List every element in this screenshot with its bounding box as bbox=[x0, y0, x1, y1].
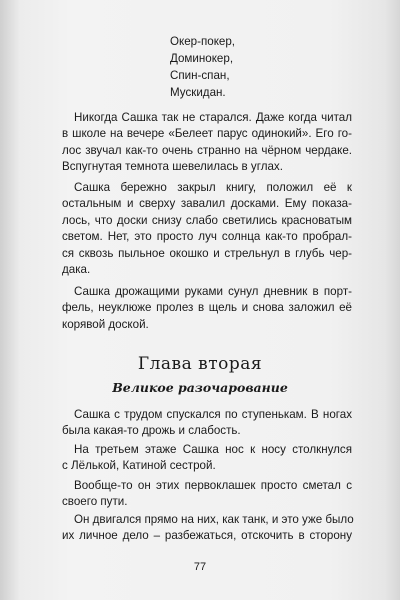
poem-line: Доминокер, bbox=[170, 52, 234, 65]
paragraph bbox=[62, 110, 352, 176]
text-line: в школе на вечере «Белеет парус одинокий». Его го- bbox=[62, 127, 352, 141]
paragraph bbox=[62, 442, 352, 475]
text-line: корявой доской. bbox=[62, 317, 149, 331]
chapter-subtitle: Великое разочарование bbox=[112, 380, 288, 395]
paragraph bbox=[62, 407, 352, 440]
text-line: своего пути. bbox=[62, 495, 128, 509]
poem-line: Спин-спан, bbox=[170, 69, 230, 82]
text-line: была какая-то дрожь и слабость. bbox=[62, 424, 241, 438]
page-number: 77 bbox=[193, 561, 207, 573]
text-line: Сашка дрожащими руками сунул дневник в порт- bbox=[74, 285, 352, 298]
text-line: Сашка бережно закрыл книгу, положил её к bbox=[74, 181, 352, 194]
poem-line: Окер-покер, bbox=[170, 35, 236, 48]
text-line: дака. bbox=[62, 263, 91, 277]
chapter-title: Глава вторая bbox=[137, 354, 263, 374]
paragraph bbox=[62, 478, 352, 511]
text-line: лось, что доски снизу слабо светились красноватым bbox=[62, 213, 352, 227]
text-line: их личное дело – разбежаться, отскочить в сторону bbox=[62, 529, 352, 543]
text-line: Он двигался прямо на них, как танк, и это уже было bbox=[74, 513, 354, 526]
text-line: Никогда Сашка так не старался. Даже когда читал bbox=[74, 111, 352, 124]
text-line: Вообще-то он этих первоклашек просто сметал с bbox=[74, 479, 352, 492]
text-line: с Лёлькой, Катиной сестрой. bbox=[62, 459, 216, 473]
paragraph bbox=[62, 180, 352, 278]
text-line: остальным и сверху завалил досками. Ему показа- bbox=[62, 197, 352, 211]
text-line: Сашка с трудом спускался по ступенькам. В ногах bbox=[74, 408, 352, 421]
text-line: На третьем этаже Сашка нос к носу столкнулся bbox=[74, 443, 352, 456]
paragraph bbox=[62, 284, 352, 333]
poem-line: Мускидан. bbox=[170, 86, 226, 99]
paragraph bbox=[62, 512, 352, 545]
text-line: Вспугнутая темнота шевелилась в углах. bbox=[62, 160, 283, 174]
text-line: фель, неуклюже пролез в щель и снова заложил её bbox=[62, 301, 352, 315]
poem bbox=[170, 33, 235, 101]
text-line: лос звучал как-то очень странно на чёрном чердаке. bbox=[62, 143, 352, 157]
text-line: светом. Нет, это просто луч солнца как-то пробрал- bbox=[62, 230, 352, 244]
text-line: ся сквозь пыльное окошко и стрельнул в глубь чер- bbox=[62, 246, 352, 260]
